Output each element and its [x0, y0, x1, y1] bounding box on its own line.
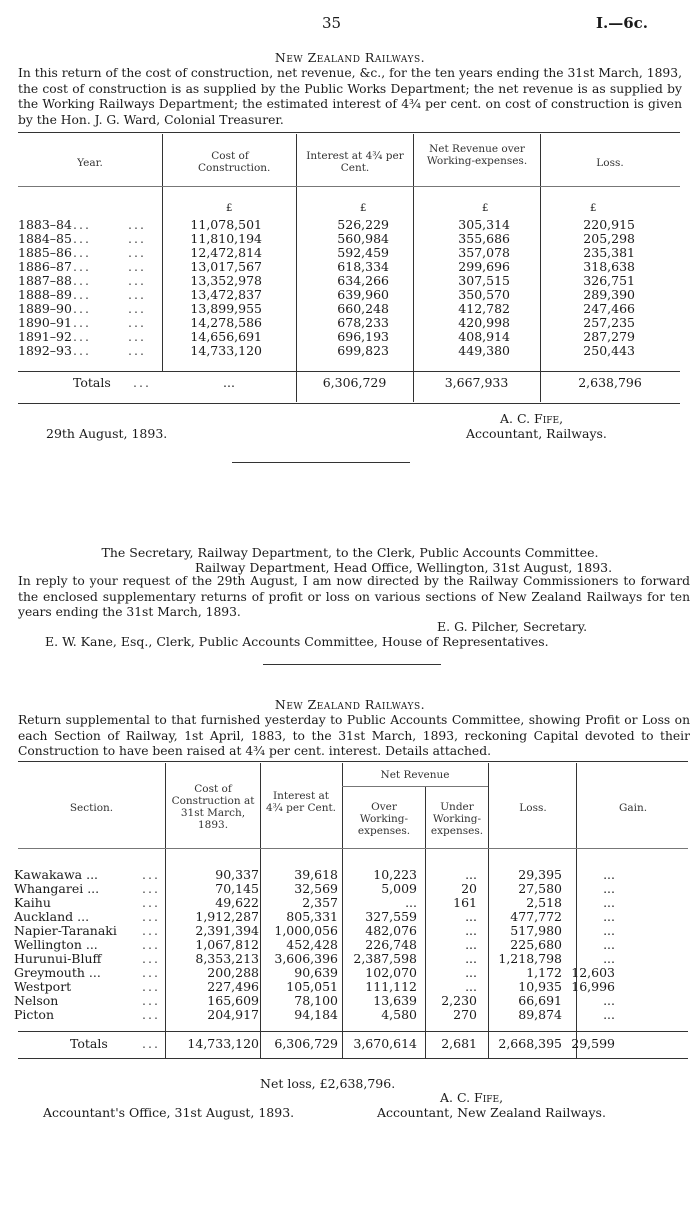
totals2-label: Totals — [70, 1036, 108, 1051]
table-row — [18, 232, 635, 246]
table-row — [18, 302, 635, 316]
cost-cell: 14,278,586 — [190, 315, 262, 330]
table-row — [14, 868, 615, 882]
section-name-cell: Westport — [14, 979, 72, 994]
leader-dots: ... — [128, 315, 146, 330]
leader-dots: ... — [142, 937, 160, 952]
cost-cell: 49,622 — [215, 895, 259, 910]
year-cell: 1887–88 — [18, 273, 72, 288]
table1-header-rule — [18, 186, 680, 187]
cost-cell: 165,609 — [207, 993, 259, 1008]
loss-cell: 220,915 — [583, 217, 635, 232]
table-row — [14, 966, 615, 980]
interest-cell: 618,334 — [337, 259, 389, 274]
divider — [232, 462, 410, 463]
currency-symbol: £ — [360, 203, 367, 214]
table-row — [14, 1008, 615, 1022]
year-cell: 1892–93 — [18, 343, 72, 358]
over-working-cell: 10,223 — [373, 867, 417, 882]
loss-cell: 89,874 — [518, 1007, 562, 1022]
section-name-cell: Wellington ... — [14, 937, 98, 952]
totals-cost: ... — [223, 375, 235, 390]
cost-cell: 70,145 — [215, 881, 259, 896]
under-working-cell: ... — [465, 951, 477, 966]
cost-cell: 12,472,814 — [190, 245, 262, 260]
leader-dots: ... — [128, 217, 146, 232]
divider — [263, 664, 441, 665]
section1-date: 29th August, 1893. — [46, 426, 168, 441]
net-revenue-cell: 299,696 — [458, 259, 510, 274]
loss-cell: 477,772 — [510, 909, 562, 924]
year-cell: 1886–87 — [18, 259, 72, 274]
gain-cell: ... — [603, 1007, 615, 1022]
interest-cell: 592,459 — [337, 245, 389, 260]
table2-header-net-revenue: Net Revenue — [380, 769, 450, 781]
leader-dots: ... — [128, 301, 146, 316]
totals2-interest: 6,306,729 — [274, 1036, 338, 1051]
section-name-cell: Greymouth ... — [14, 965, 101, 980]
year-cell: 1885–86 — [18, 245, 72, 260]
table-row — [18, 330, 635, 344]
net-revenue-subrule — [342, 786, 488, 787]
over-working-cell: 5,009 — [381, 881, 417, 896]
over-working-cell: ... — [405, 895, 417, 910]
table1-header-loss: Loss. — [596, 157, 624, 169]
section-name-cell: Whangarei ... — [14, 881, 100, 896]
gain-cell: ... — [603, 881, 615, 896]
gain-cell: ... — [603, 937, 615, 952]
interest-cell: 105,051 — [286, 979, 338, 994]
table-row — [14, 994, 615, 1008]
interest-cell: 78,100 — [294, 993, 338, 1008]
over-working-cell: 482,076 — [365, 923, 417, 938]
cost-cell: 13,017,567 — [190, 259, 262, 274]
year-cell: 1884–85 — [18, 231, 72, 246]
net-revenue-cell: 357,078 — [458, 245, 510, 260]
table-row — [18, 218, 635, 232]
leader-dots: ... — [128, 259, 146, 274]
loss-cell: 250,443 — [583, 343, 635, 358]
table-row — [14, 910, 615, 924]
table-row — [14, 896, 615, 910]
table2-top-rule — [18, 761, 688, 762]
table2-header-under: Under Working-expenses. — [430, 801, 484, 837]
table2-body — [14, 868, 615, 1022]
interest-cell: 639,960 — [337, 287, 389, 302]
loss-cell: 10,935 — [518, 979, 562, 994]
leader-dots: ... — [73, 217, 91, 232]
leader-dots: ... — [142, 965, 160, 980]
leader-dots: ... — [142, 867, 160, 882]
cost-cell: 11,078,501 — [190, 217, 262, 232]
totals2-leader: ... — [142, 1036, 160, 1051]
table-row — [14, 938, 615, 952]
page-number: 35 — [322, 14, 342, 32]
table-row — [18, 288, 635, 302]
under-working-cell: ... — [465, 909, 477, 924]
loss-cell: 66,691 — [518, 993, 562, 1008]
loss-cell: 287,279 — [583, 329, 635, 344]
under-working-cell: 270 — [453, 1007, 477, 1022]
leader-dots: ... — [73, 231, 91, 246]
under-working-cell: ... — [465, 965, 477, 980]
table1-totals-rule — [18, 371, 680, 372]
table-row — [18, 274, 635, 288]
net-revenue-cell: 412,782 — [458, 301, 510, 316]
table1-body — [18, 218, 635, 358]
section-name-cell: Kaihu — [14, 895, 51, 910]
table2-totals-rule — [18, 1031, 688, 1032]
interest-cell: 560,984 — [337, 231, 389, 246]
currency-symbol: £ — [482, 203, 489, 214]
gain-cell: ... — [603, 895, 615, 910]
over-working-cell: 4,580 — [381, 1007, 417, 1022]
year-cell: 1883–84 — [18, 217, 72, 232]
net-revenue-cell: 307,515 — [458, 273, 510, 288]
totals-leader: ... — [133, 375, 151, 390]
table1-header-cost: Cost of Construction. — [198, 150, 271, 174]
section1-intro: In this return of the cost of construction, net revenue, &c., for the ten years ending the 31st March, 1893, the cost of construction is as supplied by the Public Works Department; the net revenue is as supplied by the Working Railways Department; the estimated interest of 4¾ per cent. on cost of construction is given by the Hon. J. G. Ward, Colonial Treasurer. — [18, 66, 682, 127]
letter-addressee: E. W. Kane, Esq., Clerk, Public Accounts Committee, House of Representatives. — [45, 634, 549, 649]
cost-cell: 8,353,213 — [195, 951, 259, 966]
totals-interest: 6,306,729 — [322, 375, 387, 390]
cost-cell: 90,337 — [215, 867, 259, 882]
leader-dots: ... — [142, 979, 160, 994]
table-row — [14, 980, 615, 994]
leader-dots: ... — [73, 315, 91, 330]
leader-dots: ... — [142, 923, 160, 938]
interest-cell: 526,229 — [337, 217, 389, 232]
gain-cell: ... — [603, 923, 615, 938]
leader-dots: ... — [142, 993, 160, 1008]
interest-cell: 39,618 — [294, 867, 338, 882]
table1-bottom-rule — [18, 403, 680, 404]
table2-header-interest: Interest at 4¾ per Cent. — [265, 790, 337, 814]
year-cell: 1890–91 — [18, 315, 72, 330]
totals2-gain: 29,599 — [571, 1036, 615, 1051]
section2-signatory-title: Accountant, New Zealand Railways. — [377, 1105, 606, 1120]
interest-cell: 696,193 — [337, 329, 389, 344]
over-working-cell: 13,639 — [373, 993, 417, 1008]
table1-header-net-revenue: Net Revenue over Working-expenses. — [426, 143, 528, 167]
leader-dots: ... — [142, 895, 160, 910]
table1-header-interest: Interest at 4¾ per Cent. — [306, 150, 404, 174]
net-revenue-cell: 355,686 — [458, 231, 510, 246]
net-revenue-cell: 305,314 — [458, 217, 510, 232]
cost-cell: 11,810,194 — [190, 231, 262, 246]
section1-title: New Zealand Railways. — [274, 50, 426, 65]
over-working-cell: 102,070 — [365, 965, 417, 980]
leader-dots: ... — [142, 881, 160, 896]
totals-loss: 2,638,796 — [578, 375, 642, 390]
leader-dots: ... — [128, 343, 146, 358]
gain-cell: 16,996 — [571, 979, 615, 994]
table-row — [18, 344, 635, 358]
interest-cell: 660,248 — [337, 301, 389, 316]
loss-cell: 289,390 — [583, 287, 635, 302]
gain-cell: 12,603 — [571, 965, 615, 980]
gain-cell: ... — [603, 993, 615, 1008]
leader-dots: ... — [128, 245, 146, 260]
loss-cell: 29,395 — [518, 867, 562, 882]
leader-dots: ... — [128, 231, 146, 246]
cost-cell: 2,391,394 — [195, 923, 259, 938]
under-working-cell: ... — [465, 867, 477, 882]
interest-cell: 1,000,056 — [274, 923, 338, 938]
year-cell: 1888–89 — [18, 287, 72, 302]
interest-cell: 90,639 — [294, 965, 338, 980]
section-name-cell: Hurunui-Bluff — [14, 951, 102, 966]
loss-cell: 517,980 — [510, 923, 562, 938]
table1-header-year: Year. — [77, 157, 103, 169]
table2-bottom-rule — [18, 1058, 688, 1059]
letter-heading: The Secretary, Railway Department, to the Clerk, Public Accounts Committee. — [101, 545, 599, 560]
loss-cell: 1,218,798 — [498, 951, 562, 966]
page-reference: I.—6c. — [596, 14, 649, 32]
currency-symbol: £ — [226, 203, 233, 214]
leader-dots: ... — [73, 329, 91, 344]
year-cell: 1891–92 — [18, 329, 72, 344]
totals2-cost: 14,733,120 — [187, 1036, 259, 1051]
table-row — [18, 260, 635, 274]
table2-header-rule — [18, 848, 688, 849]
loss-cell: 257,235 — [583, 315, 635, 330]
table2-header-gain: Gain. — [618, 802, 648, 814]
leader-dots: ... — [73, 273, 91, 288]
gain-cell: ... — [603, 951, 615, 966]
totals-label: Totals — [73, 375, 111, 390]
net-revenue-cell: 408,914 — [458, 329, 510, 344]
under-working-cell: ... — [465, 937, 477, 952]
table-row — [18, 246, 635, 260]
totals2-over: 3,670,614 — [353, 1036, 417, 1051]
section-name-cell: Auckland ... — [14, 909, 90, 924]
leader-dots: ... — [128, 287, 146, 302]
over-working-cell: 327,559 — [365, 909, 417, 924]
cost-cell: 13,352,978 — [190, 273, 262, 288]
under-working-cell: ... — [465, 923, 477, 938]
table-row — [14, 924, 615, 938]
leader-dots: ... — [73, 245, 91, 260]
section2-intro: Return supplemental to that furnished yesterday to Public Accounts Committee, showing Profit or Loss on each Section of Railway, 1st April, 1883, to the 31st March, 1893, reckoning Capital devoted to their Construction to have been raised at 4¾ per cent. interest. Details attached. — [18, 713, 690, 758]
table-row — [18, 316, 635, 330]
loss-cell: 326,751 — [583, 273, 635, 288]
net-loss-summary: Net loss, £2,638,796. — [260, 1076, 396, 1091]
leader-dots: ... — [128, 273, 146, 288]
table1-top-rule — [18, 132, 680, 133]
cost-cell: 14,733,120 — [190, 343, 262, 358]
loss-cell: 247,466 — [583, 301, 635, 316]
letter-signature: E. G. Pilcher, Secretary. — [437, 619, 588, 634]
over-working-cell: 111,112 — [365, 979, 417, 994]
cost-cell: 227,496 — [207, 979, 259, 994]
under-working-cell: ... — [465, 979, 477, 994]
letter-address: Railway Department, Head Office, Wellington, 31st August, 1893. — [195, 560, 613, 575]
loss-cell: 225,680 — [510, 937, 562, 952]
cost-cell: 14,656,691 — [190, 329, 262, 344]
table1-totals — [18, 376, 680, 390]
cost-cell: 1,912,287 — [195, 909, 259, 924]
interest-cell: 634,266 — [337, 273, 389, 288]
interest-cell: 699,823 — [337, 343, 389, 358]
gain-cell: ... — [603, 909, 615, 924]
cost-cell: 200,288 — [207, 965, 259, 980]
cost-cell: 13,472,837 — [190, 287, 262, 302]
interest-cell: 452,428 — [286, 937, 338, 952]
loss-cell: 1,172 — [526, 965, 562, 980]
net-revenue-cell: 420,998 — [458, 315, 510, 330]
leader-dots: ... — [73, 343, 91, 358]
over-working-cell: 2,387,598 — [353, 951, 417, 966]
year-cell: 1889–90 — [18, 301, 72, 316]
loss-cell: 235,381 — [583, 245, 635, 260]
leader-dots: ... — [128, 329, 146, 344]
table-row — [14, 882, 615, 896]
gain-cell: ... — [603, 867, 615, 882]
interest-cell: 678,233 — [337, 315, 389, 330]
table2-header-cost: Cost of Construction at 31st March, 1893. — [171, 783, 255, 831]
section2-office-date: Accountant's Office, 31st August, 1893. — [43, 1105, 295, 1120]
interest-cell: 2,357 — [302, 895, 338, 910]
loss-cell: 2,518 — [526, 895, 562, 910]
section1-signatory-title: Accountant, Railways. — [466, 426, 607, 441]
loss-cell: 205,298 — [583, 231, 635, 246]
interest-cell: 3,606,396 — [274, 951, 338, 966]
leader-dots: ... — [142, 909, 160, 924]
section-name-cell: Nelson — [14, 993, 59, 1008]
under-working-cell: 20 — [461, 881, 477, 896]
loss-cell: 318,638 — [583, 259, 635, 274]
net-revenue-cell: 449,380 — [458, 343, 510, 358]
table2-header-loss: Loss. — [519, 802, 547, 814]
cost-cell: 1,067,812 — [195, 937, 259, 952]
leader-dots: ... — [142, 1007, 160, 1022]
totals-net-revenue: 3,667,933 — [444, 375, 509, 390]
section-name-cell: Picton — [14, 1007, 55, 1022]
loss-cell: 27,580 — [518, 881, 562, 896]
leader-dots: ... — [142, 951, 160, 966]
interest-cell: 805,331 — [286, 909, 338, 924]
interest-cell: 32,569 — [294, 881, 338, 896]
cost-cell: 13,899,955 — [190, 301, 262, 316]
cost-cell: 204,917 — [207, 1007, 259, 1022]
section-name-cell: Kawakawa ... — [14, 867, 99, 882]
table-row — [14, 952, 615, 966]
currency-symbol: £ — [590, 203, 597, 214]
interest-cell: 94,184 — [294, 1007, 338, 1022]
table2-totals — [14, 1037, 615, 1051]
section-name-cell: Napier-Taranaki — [14, 923, 117, 938]
table2-header-section: Section. — [69, 802, 114, 814]
letter-body: In reply to your request of the 29th August, I am now directed by the Railway Commissioners to forward the enclosed supplementary returns of profit or loss on various sections of New Zealand Railways for ten years ending the 31st March, 1893. — [18, 574, 690, 619]
under-working-cell: 161 — [453, 895, 477, 910]
table2-header-over: Over Working-expenses. — [357, 801, 411, 837]
totals2-under: 2,681 — [441, 1036, 477, 1051]
section2-signatory: A. C. Fife, — [440, 1090, 504, 1105]
leader-dots: ... — [73, 301, 91, 316]
leader-dots: ... — [73, 287, 91, 302]
under-working-cell: 2,230 — [441, 993, 477, 1008]
section2-title: New Zealand Railways. — [274, 697, 426, 712]
net-revenue-cell: 350,570 — [458, 287, 510, 302]
over-working-cell: 226,748 — [365, 937, 417, 952]
section1-signatory: A. C. Fife, — [500, 411, 564, 426]
totals2-loss: 2,668,395 — [498, 1036, 562, 1051]
leader-dots: ... — [73, 259, 91, 274]
